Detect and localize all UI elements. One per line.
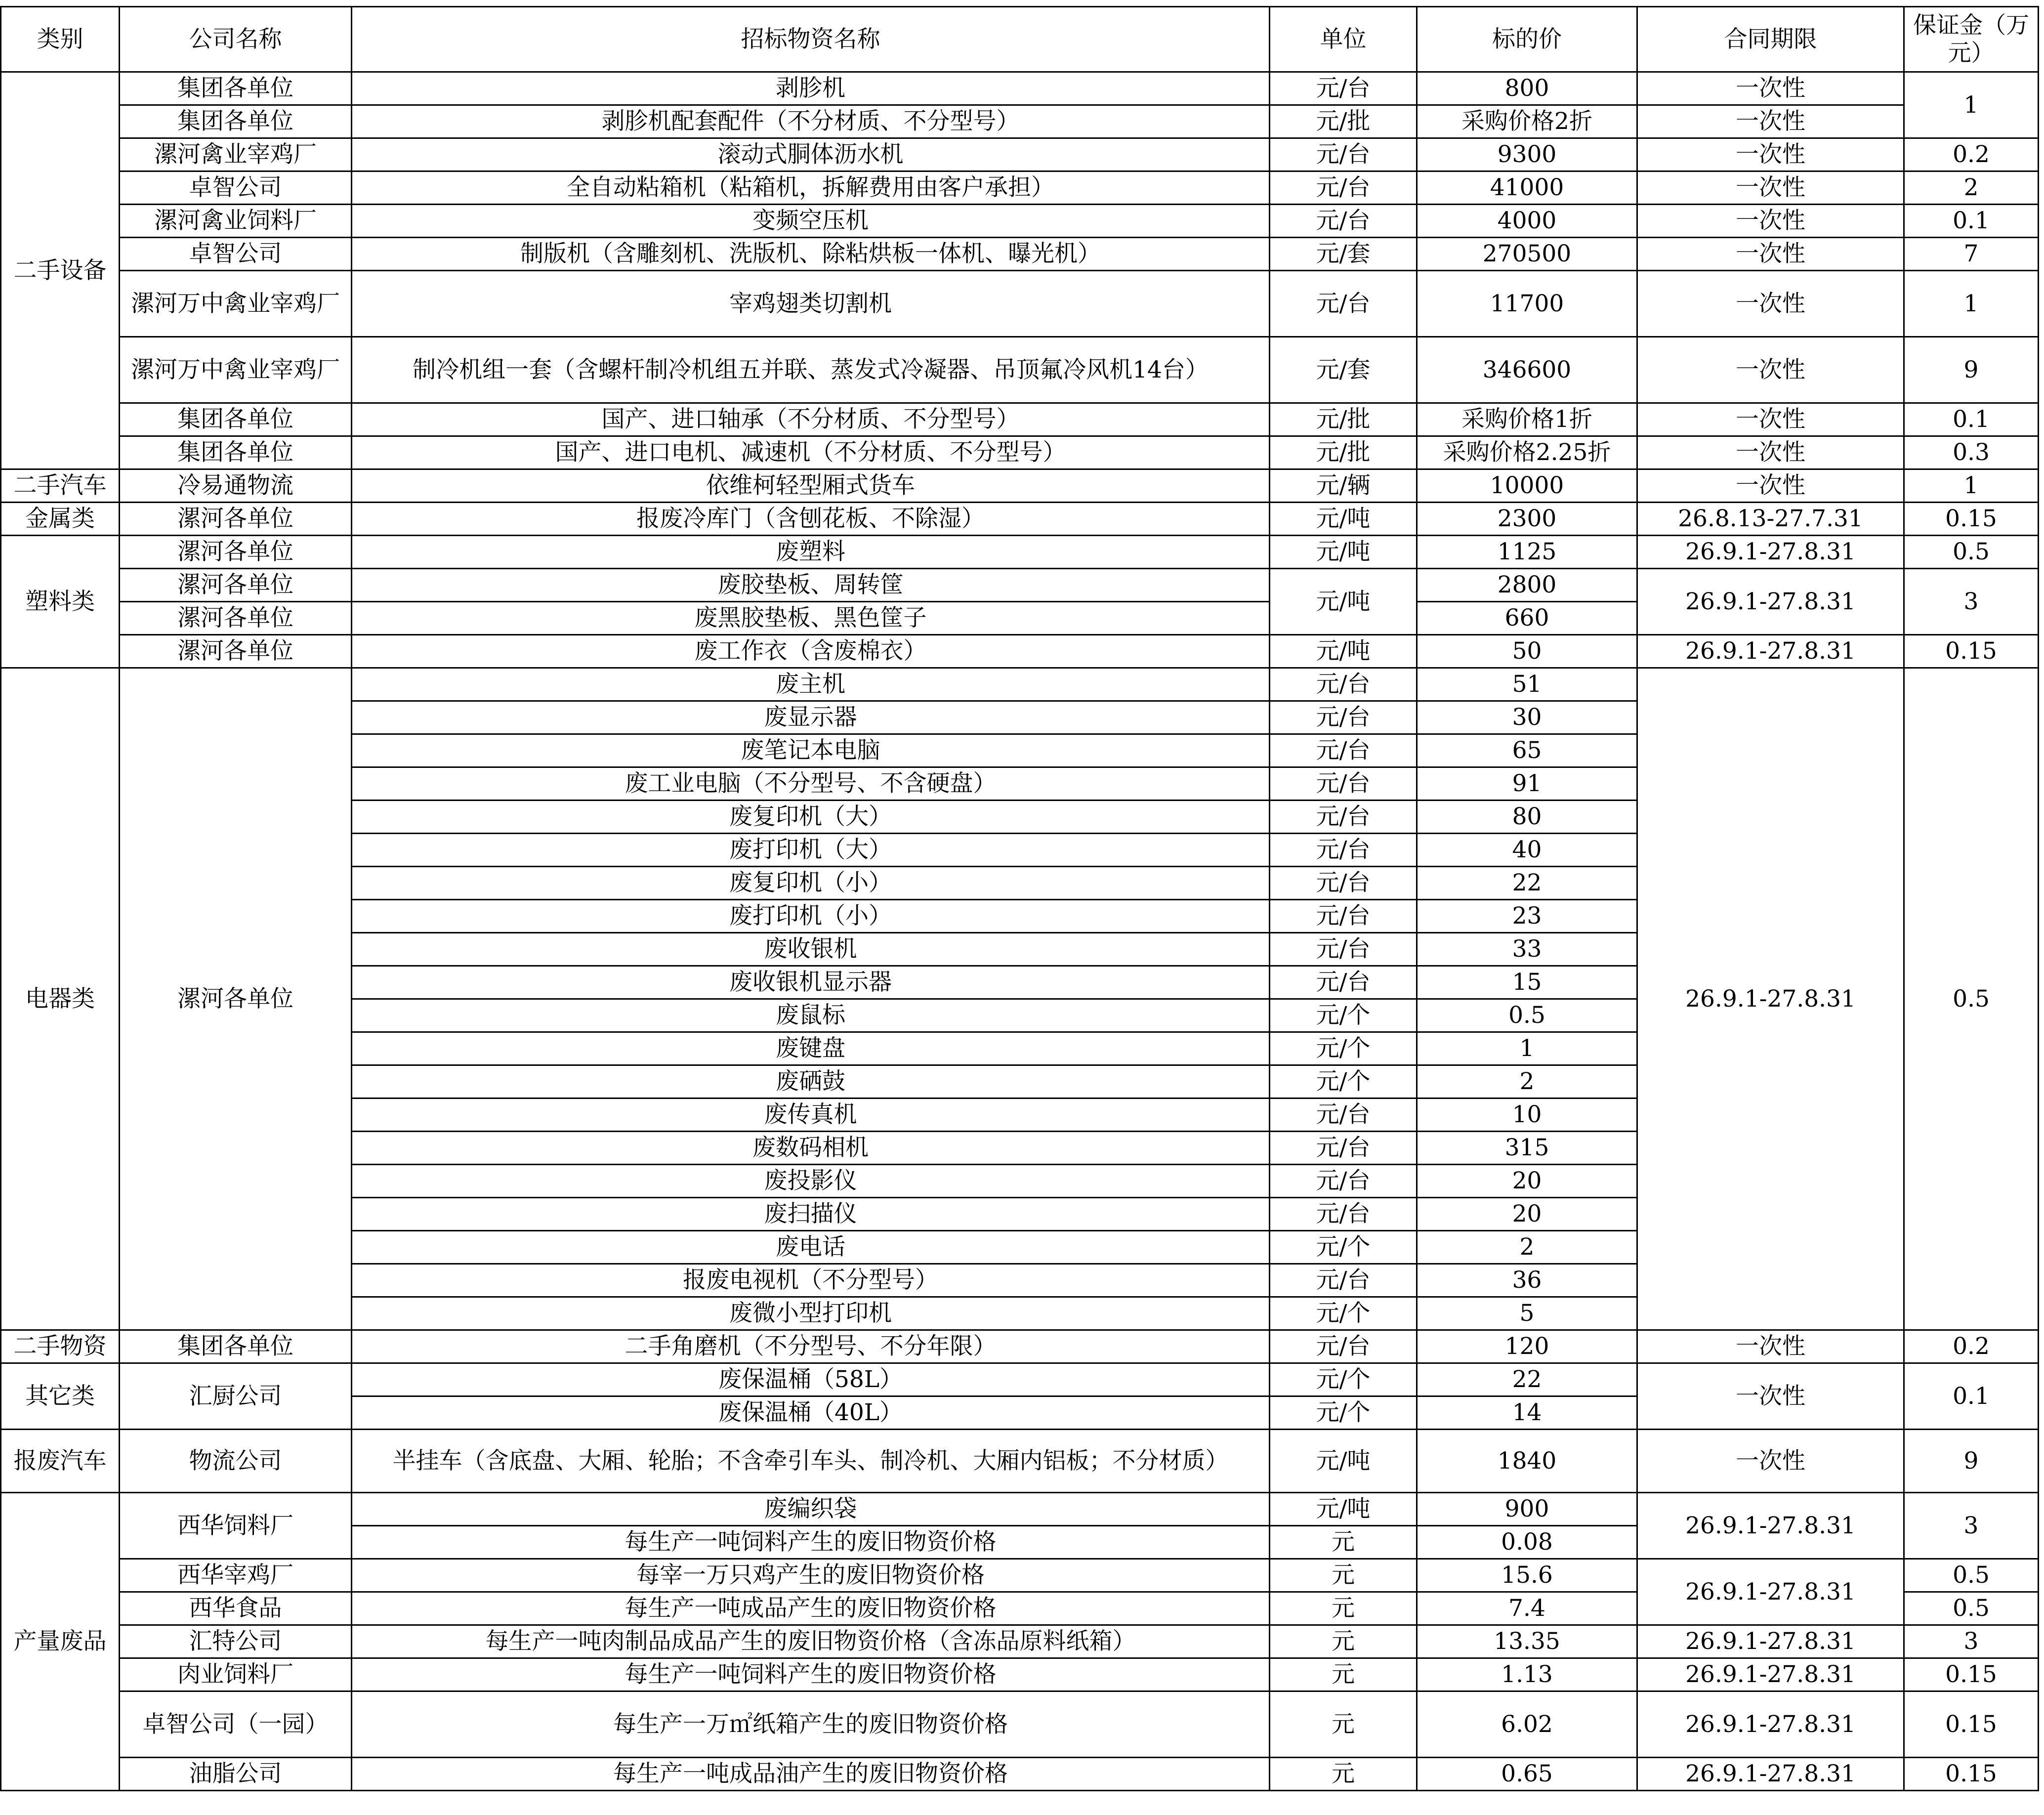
company-cell: 西华食品 (120, 1592, 352, 1625)
price-cell: 2 (1417, 1231, 1637, 1264)
unit-cell: 元/台 (1270, 867, 1417, 900)
unit-cell: 元/台 (1270, 933, 1417, 966)
price-cell: 800 (1417, 72, 1637, 105)
deposit-cell: 7 (1904, 238, 2039, 271)
term-cell: 26.9.1-27.8.31 (1637, 1559, 1904, 1625)
item-name-cell: 每生产一吨成品产生的废旧物资价格 (352, 1592, 1270, 1625)
price-cell: 1840 (1417, 1430, 1637, 1493)
unit-cell: 元/台 (1270, 966, 1417, 999)
price-cell: 22 (1417, 867, 1637, 900)
company-cell: 汇特公司 (120, 1625, 352, 1658)
deposit-cell: 0.2 (1904, 138, 2039, 171)
header-cell: 公司名称 (120, 7, 352, 72)
price-cell: 50 (1417, 635, 1637, 668)
table-row (1, 1363, 2039, 1396)
unit-cell: 元/台 (1270, 138, 1417, 171)
item-name-cell: 二手角磨机（不分型号、不分年限） (352, 1330, 1270, 1363)
unit-cell: 元/批 (1270, 403, 1417, 436)
table-row (1, 138, 2039, 171)
price-cell: 23 (1417, 900, 1637, 933)
company-cell: 汇厨公司 (120, 1363, 352, 1430)
item-name-cell: 废传真机 (352, 1098, 1270, 1132)
price-cell: 7.4 (1417, 1592, 1637, 1625)
unit-cell: 元 (1270, 1758, 1417, 1791)
category-cell: 塑料类 (1, 536, 120, 668)
company-cell: 西华宰鸡厂 (120, 1559, 352, 1592)
unit-cell: 元/台 (1270, 1165, 1417, 1198)
price-cell: 51 (1417, 668, 1637, 701)
price-cell: 1 (1417, 1032, 1637, 1065)
company-cell: 集团各单位 (120, 1330, 352, 1363)
item-name-cell: 制版机（含雕刻机、洗版机、除粘烘板一体机、曝光机） (352, 238, 1270, 271)
category-cell: 金属类 (1, 503, 120, 536)
price-cell: 0.08 (1417, 1526, 1637, 1559)
term-cell: 26.9.1-27.8.31 (1637, 536, 1904, 569)
unit-cell: 元/吨 (1270, 1430, 1417, 1493)
deposit-cell: 3 (1904, 1493, 2039, 1559)
unit-cell: 元/台 (1270, 900, 1417, 933)
price-cell: 65 (1417, 734, 1637, 767)
item-name-cell: 废键盘 (352, 1032, 1270, 1065)
price-cell: 14 (1417, 1396, 1637, 1430)
term-cell: 26.9.1-27.8.31 (1637, 635, 1904, 668)
item-name-cell: 废投影仪 (352, 1165, 1270, 1198)
unit-cell: 元 (1270, 1559, 1417, 1592)
price-cell: 41000 (1417, 171, 1637, 205)
unit-cell: 元/台 (1270, 1132, 1417, 1165)
category-cell: 二手汽车 (1, 469, 120, 503)
price-cell: 900 (1417, 1493, 1637, 1526)
company-cell: 漯河各单位 (120, 503, 352, 536)
price-cell: 346600 (1417, 337, 1637, 403)
table-row (1, 1658, 2039, 1691)
unit-cell: 元/个 (1270, 1231, 1417, 1264)
price-cell: 采购价格2折 (1417, 105, 1637, 138)
table-row (1, 1330, 2039, 1363)
deposit-cell: 9 (1904, 337, 2039, 403)
unit-cell: 元 (1270, 1592, 1417, 1625)
item-name-cell: 废笔记本电脑 (352, 734, 1270, 767)
table-row (1, 238, 2039, 271)
unit-cell: 元/台 (1270, 1264, 1417, 1297)
unit-cell: 元 (1270, 1625, 1417, 1658)
header-cell: 保证金（万元） (1904, 7, 2039, 72)
term-cell: 26.9.1-27.8.31 (1637, 569, 1904, 635)
company-cell: 漯河万中禽业宰鸡厂 (120, 271, 352, 337)
company-cell: 集团各单位 (120, 72, 352, 105)
company-cell: 漯河各单位 (120, 635, 352, 668)
price-cell: 120 (1417, 1330, 1637, 1363)
company-cell: 漯河禽业饲料厂 (120, 205, 352, 238)
price-cell: 20 (1417, 1198, 1637, 1231)
company-cell: 卓智公司 (120, 171, 352, 205)
deposit-cell: 9 (1904, 1430, 2039, 1493)
price-cell: 11700 (1417, 271, 1637, 337)
unit-cell: 元/吨 (1270, 635, 1417, 668)
item-name-cell: 废主机 (352, 668, 1270, 701)
table-row (1, 271, 2039, 337)
unit-cell: 元 (1270, 1658, 1417, 1691)
unit-cell: 元/台 (1270, 668, 1417, 701)
item-name-cell: 废硒鼓 (352, 1065, 1270, 1098)
table-row (1, 205, 2039, 238)
price-cell: 15.6 (1417, 1559, 1637, 1592)
price-cell: 33 (1417, 933, 1637, 966)
term-cell: 一次性 (1637, 238, 1904, 271)
deposit-cell: 0.2 (1904, 1330, 2039, 1363)
price-cell: 1125 (1417, 536, 1637, 569)
unit-cell: 元/吨 (1270, 1493, 1417, 1526)
table-row (1, 469, 2039, 503)
unit-cell: 元/套 (1270, 238, 1417, 271)
price-cell: 91 (1417, 767, 1637, 801)
table-row (1, 403, 2039, 436)
item-name-cell: 报废冷库门（含刨花板、不除湿） (352, 503, 1270, 536)
item-name-cell: 废鼠标 (352, 999, 1270, 1032)
item-name-cell: 废数码相机 (352, 1132, 1270, 1165)
price-cell: 13.35 (1417, 1625, 1637, 1658)
item-name-cell: 废保温桶（40L） (352, 1396, 1270, 1430)
company-cell: 卓智公司 (120, 238, 352, 271)
category-cell: 电器类 (1, 668, 120, 1330)
unit-cell: 元/批 (1270, 105, 1417, 138)
header-cell: 合同期限 (1637, 7, 1904, 72)
item-name-cell: 废塑料 (352, 536, 1270, 569)
unit-cell: 元 (1270, 1691, 1417, 1758)
item-name-cell: 国产、进口电机、减速机（不分材质、不分型号） (352, 436, 1270, 469)
item-name-cell: 废打印机（小） (352, 900, 1270, 933)
deposit-cell: 2 (1904, 171, 2039, 205)
company-cell: 集团各单位 (120, 436, 352, 469)
price-cell: 30 (1417, 701, 1637, 734)
company-cell: 卓智公司（一园） (120, 1691, 352, 1758)
term-cell: 一次性 (1637, 436, 1904, 469)
item-name-cell: 废扫描仪 (352, 1198, 1270, 1231)
price-cell: 5 (1417, 1297, 1637, 1330)
unit-cell: 元/台 (1270, 701, 1417, 734)
company-cell: 漯河各单位 (120, 602, 352, 635)
term-cell: 26.9.1-27.8.31 (1637, 1493, 1904, 1559)
price-cell: 40 (1417, 834, 1637, 867)
header-cell: 招标物资名称 (352, 7, 1270, 72)
term-cell: 26.9.1-27.8.31 (1637, 1758, 1904, 1791)
company-cell: 漯河各单位 (120, 536, 352, 569)
price-cell: 采购价格1折 (1417, 403, 1637, 436)
term-cell: 一次性 (1637, 72, 1904, 105)
unit-cell: 元/个 (1270, 1297, 1417, 1330)
table-row (1, 1430, 2039, 1493)
unit-cell: 元/吨 (1270, 536, 1417, 569)
price-cell: 0.65 (1417, 1758, 1637, 1791)
unit-cell: 元/台 (1270, 1098, 1417, 1132)
table-row (1, 635, 2039, 668)
company-cell: 肉业饲料厂 (120, 1658, 352, 1691)
item-name-cell: 废编织袋 (352, 1493, 1270, 1526)
price-cell: 采购价格2.25折 (1417, 436, 1637, 469)
item-name-cell: 废黑胶垫板、黑色筐子 (352, 602, 1270, 635)
unit-cell: 元/台 (1270, 801, 1417, 834)
company-cell: 西华饲料厂 (120, 1493, 352, 1559)
item-name-cell: 依维柯轻型厢式货车 (352, 469, 1270, 503)
item-name-cell: 废打印机（大） (352, 834, 1270, 867)
deposit-cell: 0.15 (1904, 1691, 2039, 1758)
item-name-cell: 每生产一吨肉制品成品产生的废旧物资价格（含冻品原料纸箱） (352, 1625, 1270, 1658)
price-cell: 36 (1417, 1264, 1637, 1297)
term-cell: 26.9.1-27.8.31 (1637, 668, 1904, 1330)
company-cell: 漯河各单位 (120, 668, 352, 1330)
deposit-cell: 0.1 (1904, 205, 2039, 238)
price-cell: 6.02 (1417, 1691, 1637, 1758)
item-name-cell: 报废电视机（不分型号） (352, 1264, 1270, 1297)
category-cell: 二手设备 (1, 72, 120, 469)
company-cell: 油脂公司 (120, 1758, 352, 1791)
item-name-cell: 变频空压机 (352, 205, 1270, 238)
category-cell: 二手物资 (1, 1330, 120, 1363)
item-name-cell: 每生产一吨成品油产生的废旧物资价格 (352, 1758, 1270, 1791)
unit-cell: 元 (1270, 1526, 1417, 1559)
table-row (1, 105, 2039, 138)
header-row (1, 7, 2039, 72)
item-name-cell: 每生产一万㎡纸箱产生的废旧物资价格 (352, 1691, 1270, 1758)
unit-cell: 元/台 (1270, 171, 1417, 205)
item-name-cell: 滚动式胴体沥水机 (352, 138, 1270, 171)
item-name-cell: 每宰一万只鸡产生的废旧物资价格 (352, 1559, 1270, 1592)
table-row (1, 569, 2039, 602)
price-cell: 22 (1417, 1363, 1637, 1396)
deposit-cell: 1 (1904, 72, 2039, 138)
deposit-cell: 1 (1904, 271, 2039, 337)
unit-cell: 元/台 (1270, 1198, 1417, 1231)
price-cell: 80 (1417, 801, 1637, 834)
term-cell: 一次性 (1637, 205, 1904, 238)
term-cell: 一次性 (1637, 1330, 1904, 1363)
table-row (1, 171, 2039, 205)
unit-cell: 元/台 (1270, 205, 1417, 238)
header-cell: 标的价 (1417, 7, 1637, 72)
unit-cell: 元/个 (1270, 1396, 1417, 1430)
item-name-cell: 全自动粘箱机（粘箱机，拆解费用由客户承担） (352, 171, 1270, 205)
price-cell: 660 (1417, 602, 1637, 635)
price-cell: 9300 (1417, 138, 1637, 171)
unit-cell: 元/批 (1270, 436, 1417, 469)
company-cell: 集团各单位 (120, 403, 352, 436)
price-cell: 2300 (1417, 503, 1637, 536)
deposit-cell: 0.5 (1904, 536, 2039, 569)
price-cell: 315 (1417, 1132, 1637, 1165)
table-row (1, 668, 2039, 701)
price-cell: 10000 (1417, 469, 1637, 503)
table-row (1, 436, 2039, 469)
company-cell: 物流公司 (120, 1430, 352, 1493)
item-name-cell: 半挂车（含底盘、大厢、轮胎；不含牵引车头、制冷机、大厢内铝板；不分材质） (352, 1430, 1270, 1493)
deposit-cell: 0.15 (1904, 503, 2039, 536)
company-cell: 漯河各单位 (120, 569, 352, 602)
deposit-cell: 0.1 (1904, 403, 2039, 436)
term-cell: 一次性 (1637, 105, 1904, 138)
term-cell: 一次性 (1637, 138, 1904, 171)
deposit-cell: 3 (1904, 1625, 2039, 1658)
item-name-cell: 废胶垫板、周转筐 (352, 569, 1270, 602)
category-cell: 报废汽车 (1, 1430, 120, 1493)
price-cell: 2800 (1417, 569, 1637, 602)
deposit-cell: 0.5 (1904, 668, 2039, 1330)
unit-cell: 元/台 (1270, 271, 1417, 337)
price-cell: 270500 (1417, 238, 1637, 271)
unit-cell: 元/辆 (1270, 469, 1417, 503)
unit-cell: 元/台 (1270, 734, 1417, 767)
item-name-cell: 国产、进口轴承（不分材质、不分型号） (352, 403, 1270, 436)
term-cell: 一次性 (1637, 403, 1904, 436)
item-name-cell: 废微小型打印机 (352, 1297, 1270, 1330)
unit-cell: 元/个 (1270, 1032, 1417, 1065)
table-row (1, 1559, 2039, 1592)
table-row (1, 503, 2039, 536)
item-name-cell: 废收银机显示器 (352, 966, 1270, 999)
unit-cell: 元/台 (1270, 834, 1417, 867)
table-row (1, 1493, 2039, 1526)
deposit-cell: 0.5 (1904, 1592, 2039, 1625)
term-cell: 一次性 (1637, 171, 1904, 205)
deposit-cell: 0.5 (1904, 1559, 2039, 1592)
unit-cell: 元/台 (1270, 72, 1417, 105)
unit-cell: 元/个 (1270, 1065, 1417, 1098)
item-name-cell: 废电话 (352, 1231, 1270, 1264)
item-name-cell: 废复印机（小） (352, 867, 1270, 900)
deposit-cell: 1 (1904, 469, 2039, 503)
price-cell: 2 (1417, 1065, 1637, 1098)
unit-cell: 元/个 (1270, 1363, 1417, 1396)
table-row (1, 1691, 2039, 1758)
item-name-cell: 宰鸡翅类切割机 (352, 271, 1270, 337)
bidding-price-table (0, 6, 2039, 1791)
term-cell: 一次性 (1637, 271, 1904, 337)
price-cell: 0.5 (1417, 999, 1637, 1032)
item-name-cell: 废收银机 (352, 933, 1270, 966)
unit-cell: 元/吨 (1270, 569, 1417, 635)
term-cell: 一次性 (1637, 1430, 1904, 1493)
price-cell: 20 (1417, 1165, 1637, 1198)
deposit-cell: 0.15 (1904, 635, 2039, 668)
unit-cell: 元/台 (1270, 1330, 1417, 1363)
price-cell: 4000 (1417, 205, 1637, 238)
price-cell: 1.13 (1417, 1658, 1637, 1691)
table-row (1, 1758, 2039, 1791)
table-row (1, 72, 2039, 105)
header-cell: 单位 (1270, 7, 1417, 72)
category-cell: 产量废品 (1, 1493, 120, 1791)
item-name-cell: 废保温桶（58L） (352, 1363, 1270, 1396)
deposit-cell: 0.15 (1904, 1758, 2039, 1791)
term-cell: 一次性 (1637, 1363, 1904, 1430)
term-cell: 26.9.1-27.8.31 (1637, 1658, 1904, 1691)
item-name-cell: 制冷机组一套（含螺杆制冷机组五并联、蒸发式冷凝器、吊顶氟冷风机14台） (352, 337, 1270, 403)
term-cell: 26.8.13-27.7.31 (1637, 503, 1904, 536)
category-cell: 其它类 (1, 1363, 120, 1430)
item-name-cell: 剥胗机配套配件（不分材质、不分型号） (352, 105, 1270, 138)
deposit-cell: 0.1 (1904, 1363, 2039, 1430)
company-cell: 漯河禽业宰鸡厂 (120, 138, 352, 171)
item-name-cell: 每生产一吨饲料产生的废旧物资价格 (352, 1658, 1270, 1691)
deposit-cell: 3 (1904, 569, 2039, 635)
company-cell: 漯河万中禽业宰鸡厂 (120, 337, 352, 403)
item-name-cell: 废工业电脑（不分型号、不含硬盘） (352, 767, 1270, 801)
company-cell: 冷易通物流 (120, 469, 352, 503)
price-cell: 15 (1417, 966, 1637, 999)
header-cell: 类别 (1, 7, 120, 72)
item-name-cell: 废工作衣（含废棉衣） (352, 635, 1270, 668)
item-name-cell: 每生产一吨饲料产生的废旧物资价格 (352, 1526, 1270, 1559)
term-cell: 26.9.1-27.8.31 (1637, 1625, 1904, 1658)
unit-cell: 元/个 (1270, 999, 1417, 1032)
term-cell: 一次性 (1637, 469, 1904, 503)
price-cell: 10 (1417, 1098, 1637, 1132)
deposit-cell: 0.15 (1904, 1658, 2039, 1691)
unit-cell: 元/套 (1270, 337, 1417, 403)
term-cell: 一次性 (1637, 337, 1904, 403)
term-cell: 26.9.1-27.8.31 (1637, 1691, 1904, 1758)
table-row (1, 536, 2039, 569)
unit-cell: 元/台 (1270, 767, 1417, 801)
table-row (1, 337, 2039, 403)
item-name-cell: 废显示器 (352, 701, 1270, 734)
item-name-cell: 废复印机（大） (352, 801, 1270, 834)
unit-cell: 元/吨 (1270, 503, 1417, 536)
item-name-cell: 剥胗机 (352, 72, 1270, 105)
company-cell: 集团各单位 (120, 105, 352, 138)
table-row (1, 1625, 2039, 1658)
deposit-cell: 0.3 (1904, 436, 2039, 469)
